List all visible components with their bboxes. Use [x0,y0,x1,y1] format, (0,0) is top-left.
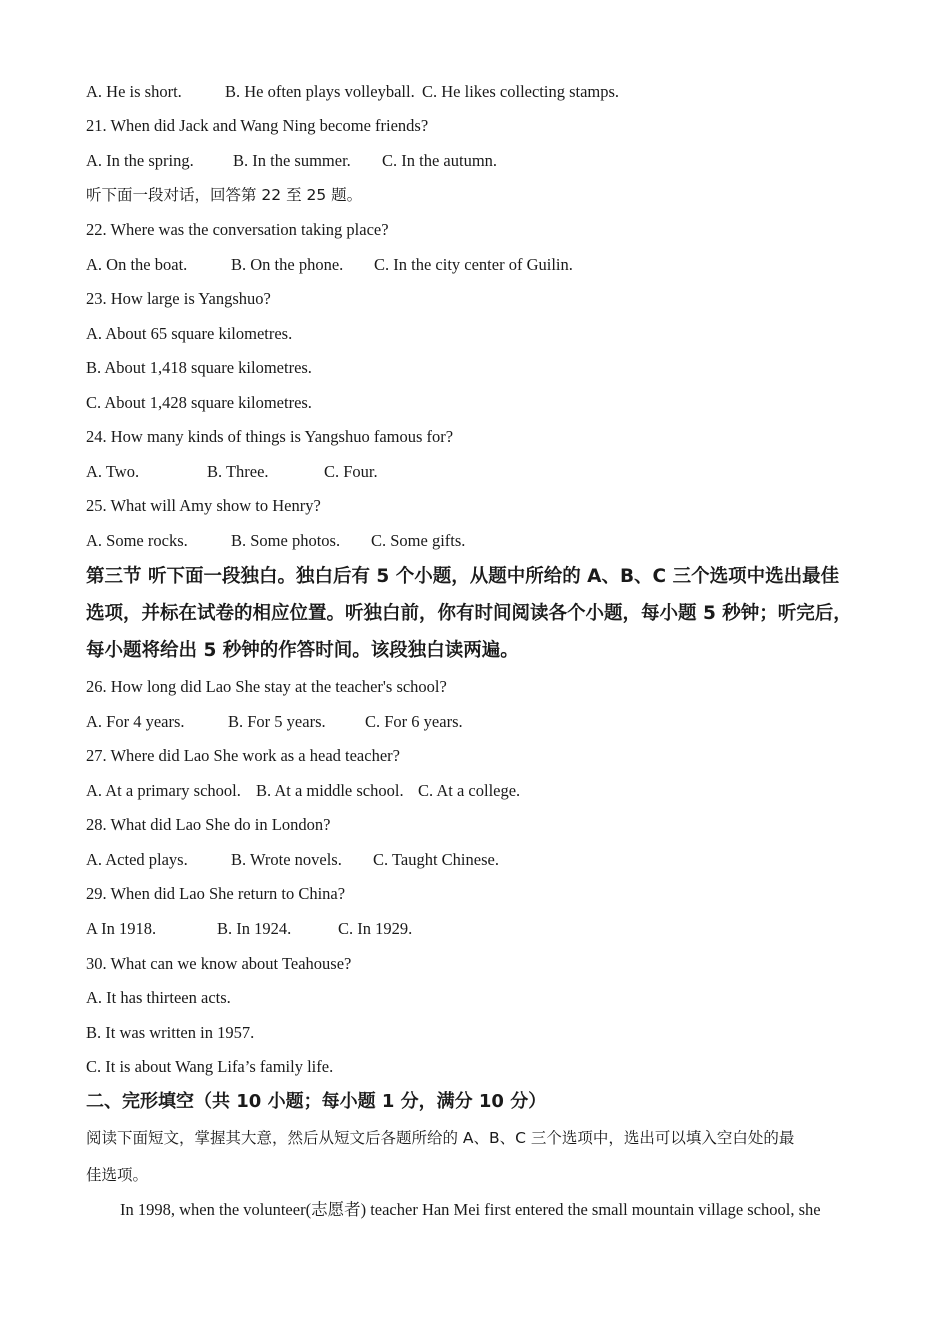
q28-option-b: B. Wrote novels. [231,850,342,869]
q28-question: 28. What did Lao She do in London? [86,815,331,834]
part2-instruction-line-1: 阅读下面短文，掌握其大意，然后从短文后各题所给的 A、B、C 三个选项中，选出可以填入空白处的最 [86,1129,795,1147]
q25-option-a: A. Some rocks. [86,531,188,550]
q23-question: 23. How large is Yangshuo? [86,289,271,308]
q24-option-a: A. Two. [86,462,140,481]
q28-option-c: C. Taught Chinese. [373,850,499,869]
section3-line-2: 选项，并标在试卷的相应位置。听独白前，你有时间阅读各个小题，每小题 5 秒钟；听完后， [86,603,852,624]
q22-option-c: C. In the city center of Guilin. [374,255,573,274]
q30-option-c: C. It is about Wang Lifa’s family life. [86,1057,334,1076]
q24-option-b: B. Three. [207,462,269,481]
q20-option-c: C. He likes collecting stamps. [422,82,620,101]
q26-option-c: C. For 6 years. [365,712,463,731]
q24-question: 24. How many kinds of things is Yangshuo famous for? [86,427,454,446]
q28-option-a: A. Acted plays. [86,850,188,869]
q24-option-c: C. Four. [324,462,378,481]
q21-option-c: C. In the autumn. [382,151,498,170]
q23-option-c: C. About 1,428 square kilometres. [86,393,312,412]
q26-question: 26. How long did Lao She stay at the teacher's school? [86,677,447,696]
part2-heading: 二、完形填空（共 10 小题；每小题 1 分，满分 10 分） [86,1091,547,1112]
q27-option-b: B. At a middle school. [256,781,404,800]
section3-line-3: 每小题将给出 5 秒钟的作答时间。该段独白读两遍。 [86,640,519,661]
q29-option-b: B. In 1924. [217,919,292,938]
q30-option-b: B. It was written in 1957. [86,1023,255,1042]
q22-option-a: A. On the boat. [86,255,188,274]
q26-option-b: B. For 5 years. [228,712,326,731]
q21-question: 21. When did Jack and Wang Ning become friends? [86,116,429,135]
q25-question: 25. What will Amy show to Henry? [86,496,321,515]
q29-question: 29. When did Lao She return to China? [86,884,346,903]
passage-first-line: In 1998, when the volunteer(志愿者) teacher Han Mei first entered the small mountain village school, she [120,1200,821,1219]
dialog-instruction: 听下面一段对话，回答第 22 至 25 题。 [86,186,363,204]
q20-option-a: A. He is short. [86,82,182,101]
q21-option-a: A. In the spring. [86,151,194,170]
q27-option-c: C. At a college. [418,781,521,800]
q27-option-a: A. At a primary school. [86,781,241,800]
q30-question: 30. What can we know about Teahouse? [86,954,352,973]
q25-option-c: C. Some gifts. [371,531,466,550]
q30-option-a: A. It has thirteen acts. [86,988,231,1007]
part2-instruction-line-2: 佳选项。 [86,1166,149,1184]
q29-option-a: A In 1918. [86,919,157,938]
q22-question: 22. Where was the conversation taking place? [86,220,389,239]
q29-option-c: C. In 1929. [338,919,413,938]
q20-option-b: B. He often plays volleyball. [225,82,415,101]
section3-line-1: 第三节 听下面一段独白。独白后有 5 个小题，从题中所给的 A、B、C 三个选项中选出最佳 [86,566,840,587]
q27-question: 27. Where did Lao She work as a head teacher? [86,746,400,765]
q21-option-b: B. In the summer. [233,151,351,170]
q26-option-a: A. For 4 years. [86,712,185,731]
q25-option-b: B. Some photos. [231,531,341,550]
q22-option-b: B. On the phone. [231,255,344,274]
q23-option-a: A. About 65 square kilometres. [86,324,293,343]
q23-option-b: B. About 1,418 square kilometres. [86,358,312,377]
